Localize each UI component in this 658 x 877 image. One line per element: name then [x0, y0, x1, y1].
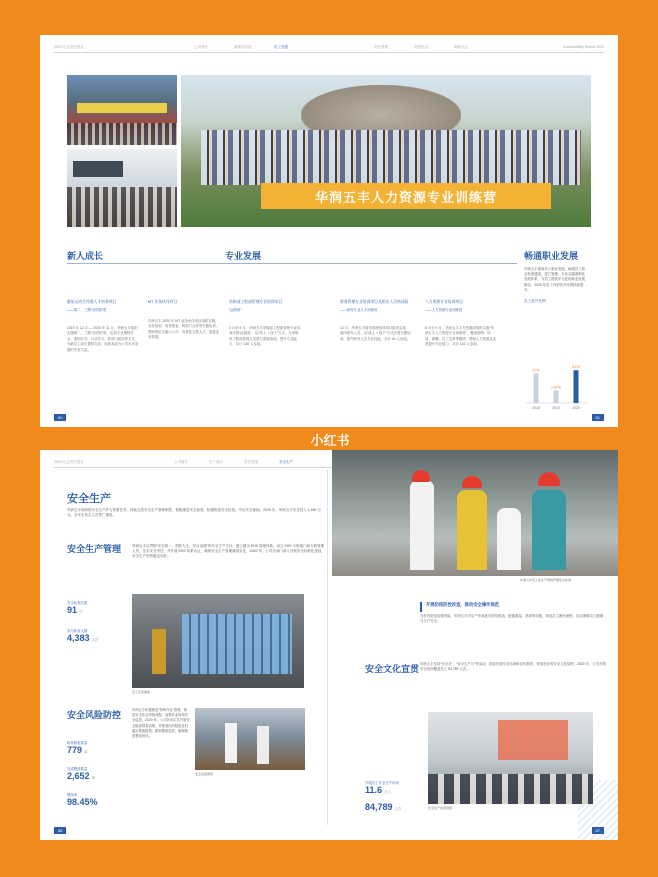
- group-photo-hall: [67, 75, 177, 145]
- program-column: [340, 300, 412, 342]
- header-tab[interactable]: 奉献社会: [454, 45, 468, 49]
- stat-block: [67, 740, 88, 755]
- program-text: 10 月，华润五丰财务管理培训项目组织实施，面向财务人员，以“线上 + 线下”方式开展专题培训，提升财务人员专业技能，共计 40 人参加。: [340, 326, 411, 341]
- stat-label: 整改率: [67, 793, 78, 797]
- stat-value: 84,789: [365, 802, 393, 812]
- header-tab-active[interactable]: 安全生产: [279, 460, 293, 464]
- intro-text: 华润五丰始终将安全生产作为首要任务，持续完善安全生产管理制度，积极推进安全检查，积极推进安全检查，夯实安全基础。2020 年，华润五丰安全投入 1,490 万元，全年未发生人员伤亡事故。: [67, 508, 321, 518]
- section-title-career: 畅通职业发展: [524, 251, 579, 261]
- stat-label: 完成整改数量: [67, 767, 88, 771]
- header-report-title: 2020 社会责任报告: [54, 460, 84, 464]
- stat-value: 2,652: [67, 771, 90, 781]
- chart-tick-label: 2018: [532, 406, 540, 410]
- chart-data-label: 4.1%: [572, 365, 580, 370]
- stat-unit: 人次: [394, 807, 402, 811]
- section-rule: [67, 263, 517, 264]
- section-title-new-growth: 新人成长: [67, 251, 104, 261]
- section-title-mgmt: 安全生产管理: [67, 544, 122, 554]
- stat-label: 参与检查人数: [67, 629, 88, 633]
- chart-data-label: 1.57%: [551, 385, 561, 390]
- photo-caption: 员工应急演练: [132, 690, 151, 694]
- culture-text: 华润五丰坚持“安全月”、“安全生产月”等活动，持续开展安全培训和宣传教育，营造良好的安全文化氛围，2020 年，公司开展安全培训覆盖员工 84,789 人次。: [420, 662, 606, 672]
- chart-bar: [574, 370, 579, 403]
- header-tab-active[interactable]: 员工发展: [274, 45, 288, 49]
- header-tab[interactable]: 发展经济: [414, 45, 428, 49]
- chart-bar: [534, 373, 539, 403]
- program-text: 2019 年 12 月 — 2020 年 11 月，华润五丰组织实施第二、三期“启明星”班，包括专业课程学习、案例分享、行动学习、跨部门轮岗等方式，为新员工成长提供支持，培养其成为公司未来发展的中坚力量。: [67, 326, 139, 352]
- stat-value: 98.45%: [67, 797, 98, 807]
- risk-text: 华润五丰积极推进“特殊作业”管理，规范安全作业审批流程，加强作业现场安全监管，2020 年，公司各单位共开展安全隐患排查治理，对排查出的隐患及时落实整改措施，跟踪整改进度，确保隐患整改闭环。: [132, 708, 190, 739]
- stat-label: 开展员工安全生产培训: [365, 781, 399, 785]
- stat-block: [365, 802, 402, 812]
- center-fold: [327, 470, 328, 825]
- training-camp-photo: [181, 75, 591, 227]
- program-subtitle: “远航班”: [229, 308, 242, 312]
- program-text: 华润五丰 2020 年 MT 业务伙伴项目组织实施，业务规划、财务报表、跨部门合作等专题培训，帮助管培生融入公司，培养复合型人才，促进业务发展。: [148, 319, 220, 340]
- program-subtitle: ——第二、三期“启明星”班: [67, 308, 107, 312]
- chart-title: 员工晋升比例: [524, 299, 546, 304]
- program-text: 3 月至 8 月，华润五丰采购部工程部管理专业培训实施“远航班”，以“线上 + 线下”方式，对采购部工程部管理人员进行系统培训，提升专业能力，共计 136 人参加。: [229, 326, 301, 347]
- header-tab[interactable]: 关于我们: [209, 460, 223, 464]
- stat-block: [67, 766, 95, 781]
- header-report-title: 2020 社会责任报告: [54, 45, 84, 49]
- group-photo-office: [67, 149, 177, 227]
- header-tab[interactable]: 董事长致辞: [234, 45, 252, 49]
- top-header: [54, 45, 604, 61]
- epidemic-text: 为有效防范疫情风险，华润五丰对生产车间进行防疫改造，配置测温、消毒等设施，规范员工操作流程，切实保障员工健康与生产安全。: [420, 614, 604, 624]
- page-number-left: 60: [54, 414, 66, 421]
- program-column: [148, 300, 220, 341]
- section-title-risk: 安全风险防控: [67, 710, 122, 720]
- stat-value: 4,383: [67, 633, 90, 643]
- stat-block: [365, 780, 399, 795]
- page-number-right: 87: [592, 827, 604, 834]
- program-title: MT 业务伙伴项目: [148, 300, 178, 304]
- banner-text: 华润五丰人力资源专业训练营: [314, 190, 497, 206]
- banner-flag: [261, 183, 551, 209]
- stat-unit: 次: [79, 610, 83, 614]
- program-title: 繁星运动生经理人才培养项目: [67, 300, 117, 304]
- stat-unit: 项: [84, 750, 88, 754]
- epidemic-title: 开展防疫防控改造，推动安全操作规范: [426, 602, 500, 607]
- photo-caption: 安全生产培训现场: [428, 806, 453, 810]
- page-number-right: 61: [592, 414, 604, 421]
- program-text: 8 月至 9 月，华润五丰人力资源部组织实施“华润五丰人力资源专业训练营”，覆盖招聘、培训、薪酬、员工关系等模块，帮助人力资源从业者提升专业能力，共计 102 人参加。: [425, 326, 497, 347]
- stat-value: 91: [67, 605, 78, 615]
- header-tab[interactable]: 公司简介: [194, 45, 208, 49]
- bottom-spread: [40, 450, 618, 840]
- program-column: [425, 300, 497, 348]
- header-tab[interactable]: 责任管理: [244, 460, 258, 464]
- chart-data-label: 3.7%: [532, 368, 540, 373]
- stat-label: 排查隐患数量: [67, 741, 88, 745]
- program-column: [67, 300, 139, 353]
- stat-unit: 万人: [384, 790, 392, 794]
- program-subtitle: ——财务专业人才训练营: [340, 308, 378, 312]
- photo-caption: 华润五丰员工在生产现场开展安全检查: [520, 578, 572, 582]
- chart-tick-label: 2019: [552, 406, 560, 410]
- program-title: 采购部工程部管理专业培训项目: [229, 300, 283, 304]
- emergency-drill-photo: [132, 594, 304, 688]
- stat-block: [67, 792, 98, 807]
- stat-block: [67, 600, 87, 615]
- xiaohongshu-watermark: 小红书: [310, 433, 350, 448]
- header-rule: [54, 52, 604, 53]
- mgmt-text: 华润五丰以贯彻“安全第一、预防为主、综合治理”的安全生产方针，建立健全 EHS 管理体系，设立 EHS 专职部门和专职管理人员，压实安全责任，并开展 EHS 体系认证，确保安全生产管理落到实处，2020 年，公司各部门深入开展安全标准化建设，安全生产形势稳定向好。: [132, 544, 325, 559]
- program-subtitle: ——人力资源专业训练营: [425, 308, 463, 312]
- chart-tick-label: 2020: [572, 406, 580, 410]
- section-title-pro-dev: 专业发展: [225, 251, 262, 261]
- inspection-photo: [195, 708, 305, 770]
- chart-bar: [554, 390, 559, 403]
- training-session-photo: [428, 712, 593, 804]
- career-text: 华润五丰重视员工职业发展，畅通员工职业发展通道，建立管理、专业双通道职业发展体系，为员工提供多元化的职业发展路径，2020 年员工内部晋升比例持续提升。: [524, 267, 586, 292]
- page-number-left: 86: [54, 827, 66, 834]
- photo-caption: 安全巡查现场: [195, 772, 214, 776]
- stat-label: 安全检查次数: [67, 601, 88, 605]
- page-title: 安全生产: [67, 493, 111, 505]
- career-panel: [524, 267, 586, 304]
- header-tab[interactable]: 公司简介: [174, 460, 188, 464]
- program-title: 财务管理专业培训项目及相关人员培训班: [340, 300, 409, 304]
- stat-value: 779: [67, 745, 83, 755]
- promotion-chart: [524, 355, 590, 415]
- stat-block: [67, 628, 99, 643]
- header-tab[interactable]: 责任管理: [374, 45, 388, 49]
- section-title-culture: 安全文化宣贯: [365, 664, 420, 674]
- stat-unit: 人次: [91, 638, 99, 642]
- header-report-en: Sustainability Report 2020: [563, 45, 604, 49]
- top-spread: [40, 35, 618, 427]
- accent-bar: [420, 602, 422, 612]
- stat-unit: 项: [91, 776, 96, 780]
- program-title: 人力资源专业培训项目: [425, 300, 463, 304]
- site-inspection-photo: [332, 450, 618, 576]
- program-column: [229, 300, 301, 348]
- stat-value: 11.6: [365, 785, 383, 795]
